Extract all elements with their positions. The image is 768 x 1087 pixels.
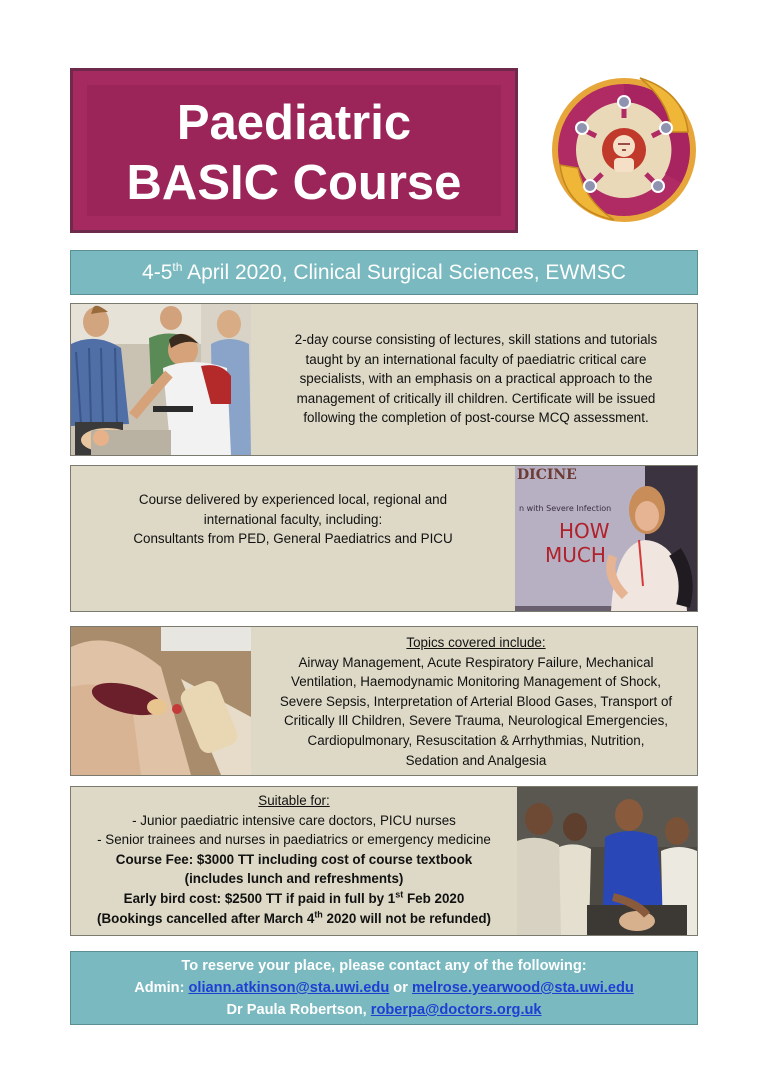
doctor-email-link[interactable]: roberpa@doctors.org.uk — [370, 1002, 542, 1018]
slide-subtitle-text: n with Severe Infection — [519, 504, 612, 513]
paediatric-basic-logo-icon — [544, 70, 704, 230]
faculty-line: Course delivered by experienced local, regional and — [138, 492, 448, 507]
intro-line: following the completion of post-course MCQ assessment. — [303, 410, 649, 426]
course-intro-panel — [70, 303, 698, 456]
intro-text — [259, 330, 693, 428]
cpr-training-photo — [517, 787, 697, 935]
faculty-line: Consultants from PED, General Paediatrics and PICU — [133, 531, 453, 547]
doctor-name: Dr Paula Robertson, — [226, 1002, 371, 1018]
intro-line: management of critically ill children. Certificate will be issued — [296, 390, 656, 406]
slide-title-text: DICINE — [517, 467, 577, 483]
suitable-text — [71, 791, 517, 928]
topics-panel — [70, 626, 698, 776]
suitable-line: - Senior trainees and nurses in paediatrics or emergency medicine — [97, 832, 491, 848]
course-fee-note: (includes lunch and refreshments) — [184, 871, 404, 887]
slide-how-text: HOW — [559, 519, 610, 543]
early-bird-cost: Early bird cost: $2500 TT if paid in full by 1st Feb 2020 — [123, 889, 465, 906]
topics-text — [253, 633, 699, 770]
faculty-text — [71, 490, 515, 549]
admin-email-link-1[interactable]: oliann.atkinson@sta.uwi.edu — [188, 980, 390, 996]
suitable-heading: Suitable for: — [258, 793, 330, 808]
lecturer-photo — [515, 466, 697, 611]
title-line-1: Paediatric — [176, 96, 412, 150]
topics-line: Severe Sepsis, Interpretation of Arterial Blood Gases, Transport of — [279, 693, 673, 709]
topics-line: Airway Management, Acute Respiratory Failure, Mechanical — [298, 654, 654, 670]
contact-banner — [70, 951, 698, 1025]
intro-line: specialists, with an emphasis on a practical approach to the — [299, 371, 653, 387]
admin-email-link-2[interactable]: melrose.yearwood@sta.uwi.edu — [411, 980, 634, 996]
contact-admin-line — [71, 977, 697, 999]
intro-line: taught by an international faculty of paediatric critical care — [305, 351, 647, 367]
date-range: 4-5 — [142, 261, 173, 284]
title-banner — [70, 68, 518, 233]
faculty-panel — [70, 465, 698, 612]
skill-station-photo — [71, 304, 251, 455]
topics-line: Sedation and Analgesia — [405, 752, 547, 768]
intraosseous-needle-photo — [71, 627, 251, 775]
slide-much-text: MUCH — [545, 543, 606, 567]
contact-doctor-line — [71, 999, 697, 1021]
topics-line: Cardiopulmonary, Resuscitation & Arrhythmias, Nutrition, — [307, 732, 645, 748]
title-line-2: BASIC Course — [126, 156, 462, 210]
suitable-panel — [70, 786, 698, 936]
course-fee: Course Fee: $3000 TT including cost of course textbook — [115, 851, 473, 867]
date-venue: April 2020, Clinical Surgical Sciences, EWMSC — [182, 261, 626, 284]
date-ordinal: th — [172, 260, 183, 274]
topics-heading: Topics covered include: — [406, 635, 546, 650]
cancellation-note: (Bookings cancelled after March 4th 2020 will not be refunded) — [97, 909, 491, 926]
faculty-line: international faculty, including: — [203, 511, 383, 527]
date-banner — [70, 250, 698, 295]
admin-label: Admin: — [134, 980, 189, 996]
suitable-line: - Junior paediatric intensive care doctors, PICU nurses — [132, 812, 456, 828]
or-text: or — [389, 980, 412, 996]
topics-line: Critically Ill Children, Severe Trauma, Neurological Emergencies, — [283, 713, 668, 729]
contact-heading: To reserve your place, please contact any of the following: — [181, 958, 587, 974]
intro-line: 2-day course consisting of lectures, skill stations and tutorials — [294, 332, 658, 347]
topics-line: Ventilation, Haemodynamic Monitoring Management of Shock, — [291, 674, 661, 690]
